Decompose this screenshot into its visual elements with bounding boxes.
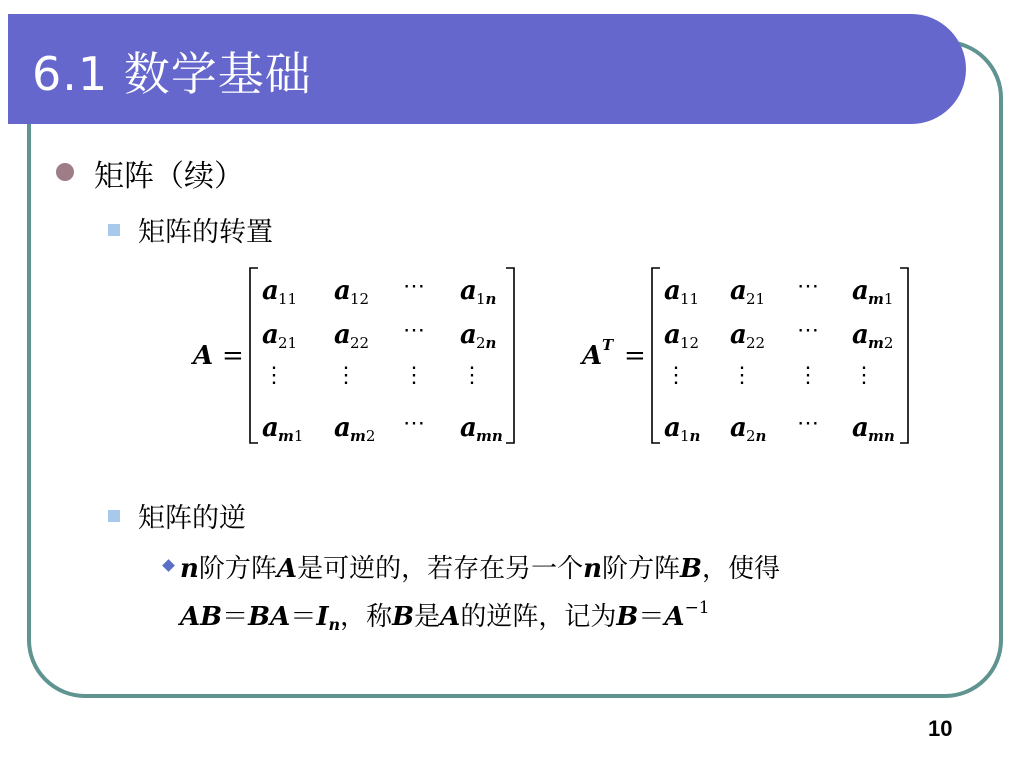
matrix-AT-subscript-0-0: 11 (680, 290, 700, 308)
matrix-A-entry-3-0: a (262, 413, 279, 443)
matrix-AT-subscript-1-0: 12 (680, 334, 700, 352)
matrix-AT-entry-2-3: ⋮ (853, 363, 875, 388)
matrix-AT-subscript-1-1: 22 (746, 334, 766, 352)
matrix-A-subscript-0-0: 11 (278, 290, 298, 308)
matrix-AT-entry-3-3: a (852, 413, 869, 443)
matrix-A-entry-1-1: a (334, 320, 351, 350)
matrix-A-entry-0-3: a (460, 276, 477, 306)
matrix-A-subscript-3-1: m2 (350, 427, 376, 445)
matrix-AT-entry-3-1: a (730, 413, 747, 443)
matrix-A-subscript-0-1: 12 (350, 290, 370, 308)
matrix-A-entry-0-0: a (262, 276, 279, 306)
matrix-AT-entry-2-1: ⋮ (731, 363, 753, 388)
matrix-A-entry-3-1: a (334, 413, 351, 443)
lhs-A: A (193, 341, 214, 371)
matrix-AT-entry-1-1: a (730, 320, 747, 350)
matrix-A-entry-3-3: a (460, 413, 477, 443)
lhs-AT: A (582, 341, 603, 371)
matrix-AT-entry-0-1: a (730, 276, 747, 306)
page-number: 10 (928, 716, 953, 741)
matrix-A-subscript-1-1: 22 (350, 334, 370, 352)
matrix-A-subscript-0-3: 1n (476, 290, 497, 308)
matrix-AT-entry-2-2: ⋮ (797, 363, 819, 388)
matrix-AT-entry-0-0: a (664, 276, 681, 306)
equals-sign-A: = (222, 341, 244, 371)
matrix-A-entry-1-2: ⋯ (403, 318, 425, 343)
matrix-A-entry-0-1: a (334, 276, 351, 306)
matrix-AT-entry-1-0: a (664, 320, 681, 350)
matrix-A-entry-1-3: a (460, 320, 477, 350)
matrix-AT-entry-3-0: a (664, 413, 681, 443)
matrix-AT-left-bracket (652, 268, 660, 443)
matrix-A-entry-2-2: ⋮ (403, 363, 425, 388)
matrix-AT-subscript-3-1: 2n (746, 427, 767, 445)
matrix-A-right-bracket (506, 268, 514, 443)
matrix-A-entry-2-0: ⋮ (263, 363, 285, 388)
matrix-AT-right-bracket (900, 268, 908, 443)
matrix-A-entry-2-3: ⋮ (461, 363, 483, 388)
matrix-A-entry-2-1: ⋮ (335, 363, 357, 388)
matrix-A-subscript-1-3: 2n (476, 334, 497, 352)
matrix-AT-entry-3-2: ⋯ (797, 411, 819, 436)
matrix-AT-entry-0-3: a (852, 276, 869, 306)
matrix-A-subscript-3-3: mn (476, 427, 503, 445)
matrix-A-entry-1-0: a (262, 320, 279, 350)
matrix-A-left-bracket (250, 268, 258, 443)
matrix-A-subscript-3-0: m1 (278, 427, 304, 445)
inverse-definition-line2: $AB=BA=I_n$，称B是A的逆阵，记为$B=A^{-1}$ (180, 598, 710, 634)
matrix-AT-subscript-0-1: 21 (746, 290, 766, 308)
matrix-AT-subscript-3-3: mn (868, 427, 895, 445)
matrix-AT-subscript-0-3: m1 (868, 290, 894, 308)
matrix-A-subscript-1-0: 21 (278, 334, 298, 352)
lhs-AT-superscript: T (602, 336, 614, 354)
matrix-A-entry-0-2: ⋯ (403, 274, 425, 299)
inverse-heading: 矩阵的逆 (138, 503, 246, 534)
matrix-AT-entry-2-0: ⋮ (665, 363, 687, 388)
matrix-AT-entry-1-2: ⋯ (797, 318, 819, 343)
equals-sign-AT: = (624, 341, 646, 371)
slide-title: 6.1 数学基础 (32, 47, 312, 101)
matrix-A-entry-3-2: ⋯ (403, 411, 425, 436)
matrix-AT-entry-0-2: ⋯ (797, 274, 819, 299)
square-bullet-inverse (108, 510, 120, 522)
transpose-heading: 矩阵的转置 (138, 217, 273, 248)
matrix-AT-entry-1-3: a (852, 320, 869, 350)
level1-heading: 矩阵（续） (94, 159, 244, 194)
inverse-definition-line1: n阶方阵A是可逆的，若存在另一个n阶方阵B，使得 (180, 554, 781, 584)
matrix-A-transpose (652, 268, 908, 445)
matrix-A (250, 268, 514, 445)
matrix-AT-subscript-1-3: m2 (868, 334, 894, 352)
matrix-AT-subscript-3-0: 1n (680, 427, 701, 445)
